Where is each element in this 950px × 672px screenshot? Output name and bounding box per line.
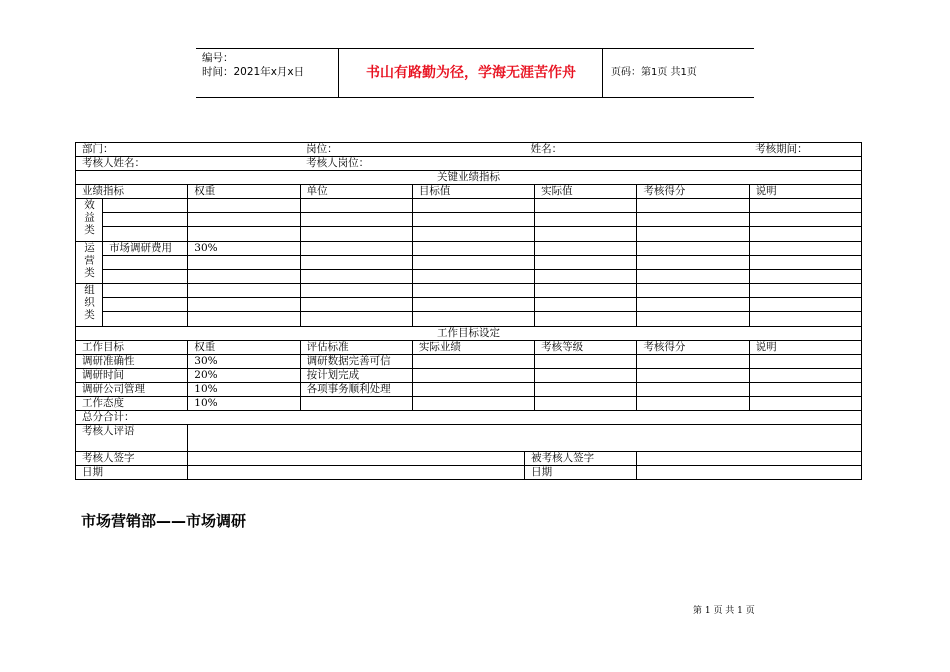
date-field[interactable] xyxy=(188,465,525,479)
goal-row xyxy=(76,368,862,382)
goal-header-row xyxy=(76,340,862,354)
goal-criteria xyxy=(300,396,412,410)
goal-weight: 20% xyxy=(188,368,300,382)
period-field[interactable]: 考核期间： xyxy=(749,143,861,157)
goal-name: 调研准确性 xyxy=(76,354,188,368)
reviewer-sign-field[interactable] xyxy=(188,451,525,465)
kpi-weight: 30% xyxy=(188,241,300,255)
kpi-header: 目标值 xyxy=(412,185,534,199)
goal-row xyxy=(76,382,862,396)
goal-section-title: 工作目标设定 xyxy=(76,326,862,340)
goal-header: 说明 xyxy=(749,340,861,354)
kpi-section-title: 关键业绩指标 xyxy=(76,171,862,185)
document-title: 市场营销部——市场调研 xyxy=(81,512,247,530)
goal-weight: 10% xyxy=(188,382,300,396)
goal-name: 调研时间 xyxy=(76,368,188,382)
kpi-header: 权重 xyxy=(188,185,300,199)
reviewee-sign-label: 被考核人签字 xyxy=(525,451,637,465)
goal-criteria: 各项事务顺利处理 xyxy=(300,382,412,396)
reviewee-sign-field[interactable] xyxy=(637,451,862,465)
appraisal-form xyxy=(75,142,862,480)
goal-criteria: 按计划完成 xyxy=(300,368,412,382)
goal-name: 调研公司管理 xyxy=(76,382,188,396)
kpi-header: 实际值 xyxy=(535,185,637,199)
goal-row xyxy=(76,354,862,368)
header-divider xyxy=(602,49,603,97)
kpi-header: 说明 xyxy=(749,185,861,199)
document-header xyxy=(196,48,754,98)
kpi-header: 单位 xyxy=(300,185,412,199)
date-label: 日期 xyxy=(76,465,188,479)
form-row-basic xyxy=(76,143,862,157)
code-label: 编号： xyxy=(202,52,234,64)
goal-header: 评估标准 xyxy=(300,340,412,354)
kpi-header: 业绩指标 xyxy=(76,185,188,199)
position-field[interactable]: 岗位： xyxy=(300,143,525,157)
reviewer-sign-label: 考核人签字 xyxy=(76,451,188,465)
page-label: 页码：第1页 共1页 xyxy=(611,67,697,78)
time-label: 时间：2021年x月x日 xyxy=(202,66,305,78)
goal-criteria: 调研数据完善可信 xyxy=(300,354,412,368)
header-motto: 书山有路勤为径，学海无涯苦作舟 xyxy=(366,65,576,81)
comment-label: 考核人评语 xyxy=(76,424,188,451)
goal-header: 工作目标 xyxy=(76,340,188,354)
header-meta xyxy=(202,51,304,79)
goal-weight: 10% xyxy=(188,396,300,410)
date-label: 日期 xyxy=(525,465,637,479)
kpi-indicator: 市场调研费用 xyxy=(103,241,188,255)
kpi-header-row xyxy=(76,185,862,199)
goal-header: 考核得分 xyxy=(637,340,749,354)
dept-field[interactable]: 部门： xyxy=(76,143,301,157)
date-field[interactable] xyxy=(637,465,862,479)
total-score[interactable]: 总分合计： xyxy=(76,410,862,424)
name-field[interactable]: 姓名： xyxy=(525,143,750,157)
comment-field[interactable] xyxy=(188,424,862,451)
goal-weight: 30% xyxy=(188,354,300,368)
goal-header: 权重 xyxy=(188,340,300,354)
group-organization: 组织类 xyxy=(76,284,103,327)
page-footer: 第 1 页 共 1 页 xyxy=(693,606,755,616)
goal-row xyxy=(76,396,862,410)
group-operation: 运营类 xyxy=(76,241,103,284)
group-benefit: 效益类 xyxy=(76,199,103,242)
goal-name: 工作态度 xyxy=(76,396,188,410)
kpi-header: 考核得分 xyxy=(637,185,749,199)
reviewer-position-field[interactable]: 考核人岗位： xyxy=(300,157,861,171)
reviewer-name-field[interactable]: 考核人姓名： xyxy=(76,157,301,171)
goal-header: 考核等级 xyxy=(535,340,637,354)
form-row-reviewer xyxy=(76,157,862,171)
goal-header: 实际业绩 xyxy=(412,340,534,354)
